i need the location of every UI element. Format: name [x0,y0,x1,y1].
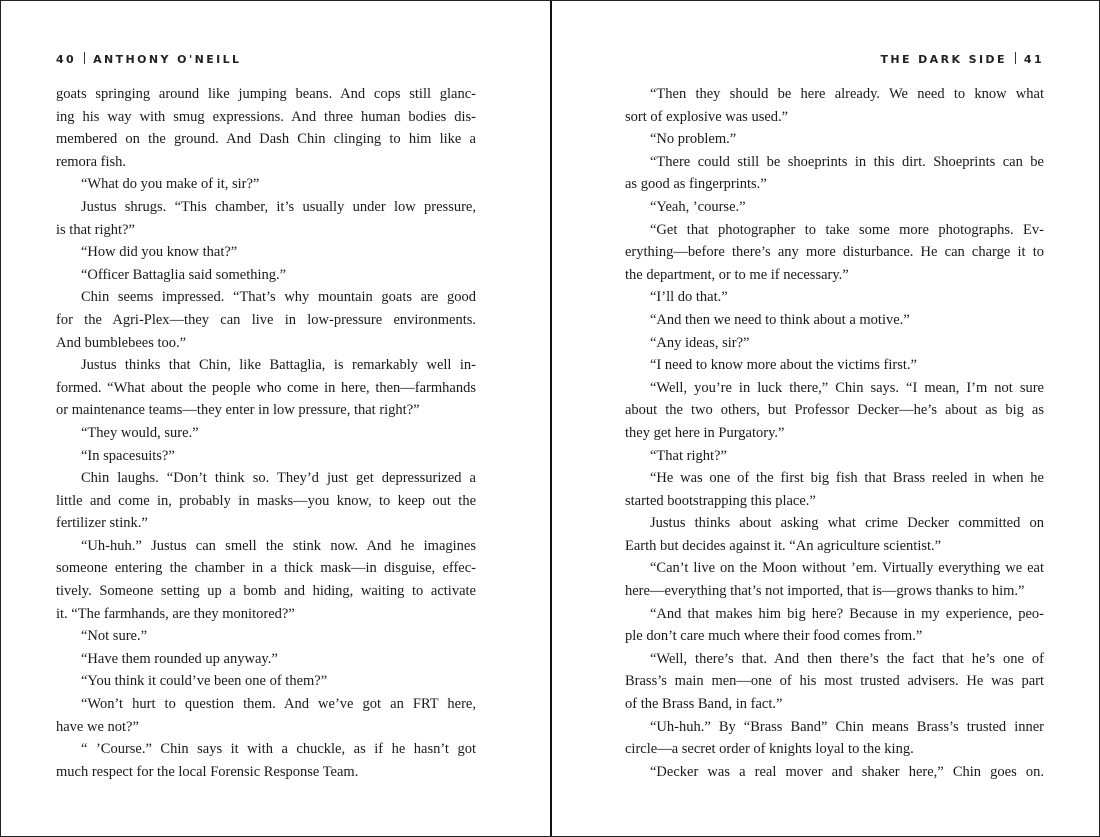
right-body-text [625,83,1044,783]
text-line: little and come in, probably in masks—you know, to keep out the [56,492,476,509]
text-line: is that right?” [56,221,135,238]
right-page [550,1,1099,836]
text-line: the department, or to me if necessary.” [625,266,849,283]
text-line: “Uh-huh.” Justus can smell the stink now. And he imagines [81,537,476,554]
left-running-head [56,51,476,69]
text-line: “Well, there’s that. And then there’s the fact that he’s one of [650,650,1044,667]
text-line: “Decker was a real mover and shaker here,” Chin goes on. [650,763,1044,780]
text-line: sort of explosive was used.” [625,108,789,125]
text-line: Earth but decides against it. “An agriculture scientist.” [625,537,942,554]
text-line: membered on the ground. And Dash Chin clinging to him like a [56,131,476,148]
text-line: Chin seems impressed. “That’s why mountain goats are good [81,289,476,306]
text-line: Brass’s main men—one of his most trusted advisers. He was part [625,673,1044,690]
text-line: much respect for the local Forensic Response Team. [56,763,359,780]
text-line: started bootstrapping this place.” [625,492,816,509]
right-page-number: 41 [1023,53,1044,66]
text-line: “Uh-huh.” By “Brass Band” Chin means Brass’s trusted inner [650,718,1044,735]
left-page [1,1,550,836]
text-line: “They would, sure.” [81,424,199,441]
text-line: “How did you know that?” [81,244,238,261]
text-line: “He was one of the first big fish that Brass reeled in when he [650,470,1044,487]
text-line: “I’ll do that.” [650,289,728,306]
text-line: “You think it could’ve been one of them?” [81,673,328,690]
text-line: it. “The farmhands, are they monitored?” [56,605,295,622]
text-line: as good as fingerprints.” [625,176,767,193]
text-line: “ ’Course.” Chin says it with a chuckle, as if he hasn’t got [81,741,476,758]
text-line: about the two others, but Professor Decker—he’s about as big as [625,402,1044,419]
text-line: circle—a secret order of knights loyal to the king. [625,741,914,758]
left-body-text [56,83,476,783]
text-line: tively. Someone setting up a bomb and hiding, waiting to activate [56,583,476,600]
text-line: “What do you make of it, sir?” [81,176,260,193]
text-line: erything—before there’s any more disturbance. He can charge it to [625,244,1044,261]
text-line: “Then they should be here already. We need to know what [650,86,1044,102]
text-line: Justus thinks that Chin, like Battaglia, is remarkably well in- [81,357,476,374]
text-line: someone entering the chamber in a thick mask—in disguise, effec- [56,560,476,577]
text-line: “I need to know more about the victims first.” [650,357,917,374]
text-line: for the Agri-Plex—they can live in low-pressure environments. [56,311,476,328]
text-line: of the Brass Band, in fact.” [625,696,783,713]
text-line: remora fish. [56,153,127,170]
text-line: “In spacesuits?” [81,447,175,464]
text-line: “Any ideas, sir?” [650,334,750,351]
left-header-author: ANTHONY O'NEILL [93,53,242,66]
text-line: they get here in Purgatory.” [625,424,785,441]
text-line: “Can’t live on the Moon without ’em. Virtually everything we eat [650,560,1044,577]
text-line: “Not sure.” [81,628,148,645]
text-line: “No problem.” [650,131,737,148]
header-separator [1015,52,1016,64]
text-line: “And that makes him big here? Because in my experience, peo- [650,605,1044,622]
right-running-head [625,51,1044,69]
text-line: “Have them rounded up anyway.” [81,650,278,667]
text-line: here—everything that’s not imported, that is—grows thanks to him.” [625,583,1025,600]
text-line: And bumblebees too.” [56,334,187,351]
text-line: “And then we need to think about a motive.” [650,311,910,328]
text-line: have we not?” [56,718,139,735]
text-line: goats springing around like jumping beans. And cops still glanc- [56,86,476,102]
text-line: “That right?” [650,447,727,464]
text-line: Chin laughs. “Don’t think so. They’d just get depressurized a [81,470,476,487]
text-line: “Won’t hurt to question them. And we’ve got an FRT here, [81,696,476,713]
header-separator [84,52,85,64]
text-line: “Get that photographer to take some more photographs. Ev- [650,221,1044,238]
text-line: ple don’t care much where their food comes from.” [625,628,923,645]
text-line: formed. “What about the people who come in here, then—farmhands [56,379,476,396]
text-line: fertilizer stink.” [56,515,148,532]
text-line: ing his way with smug expressions. And three human bodies dis- [56,108,476,125]
text-line: or maintenance teams—they enter in low pressure, that right?” [56,402,420,419]
text-line: “Officer Battaglia said something.” [81,266,287,283]
right-header-title: THE DARK SIDE [880,53,1007,66]
text-line: “Yeah, ’course.” [650,198,746,215]
text-line: Justus thinks about asking what crime Decker committed on [650,515,1044,532]
text-line: “There could still be shoeprints in this dirt. Shoeprints can be [650,153,1044,170]
text-line: “Well, you’re in luck there,” Chin says. “I mean, I’m not sure [650,379,1044,396]
text-line: Justus shrugs. “This chamber, it’s usually under low pressure, [81,198,476,215]
left-page-number: 40 [56,53,77,66]
